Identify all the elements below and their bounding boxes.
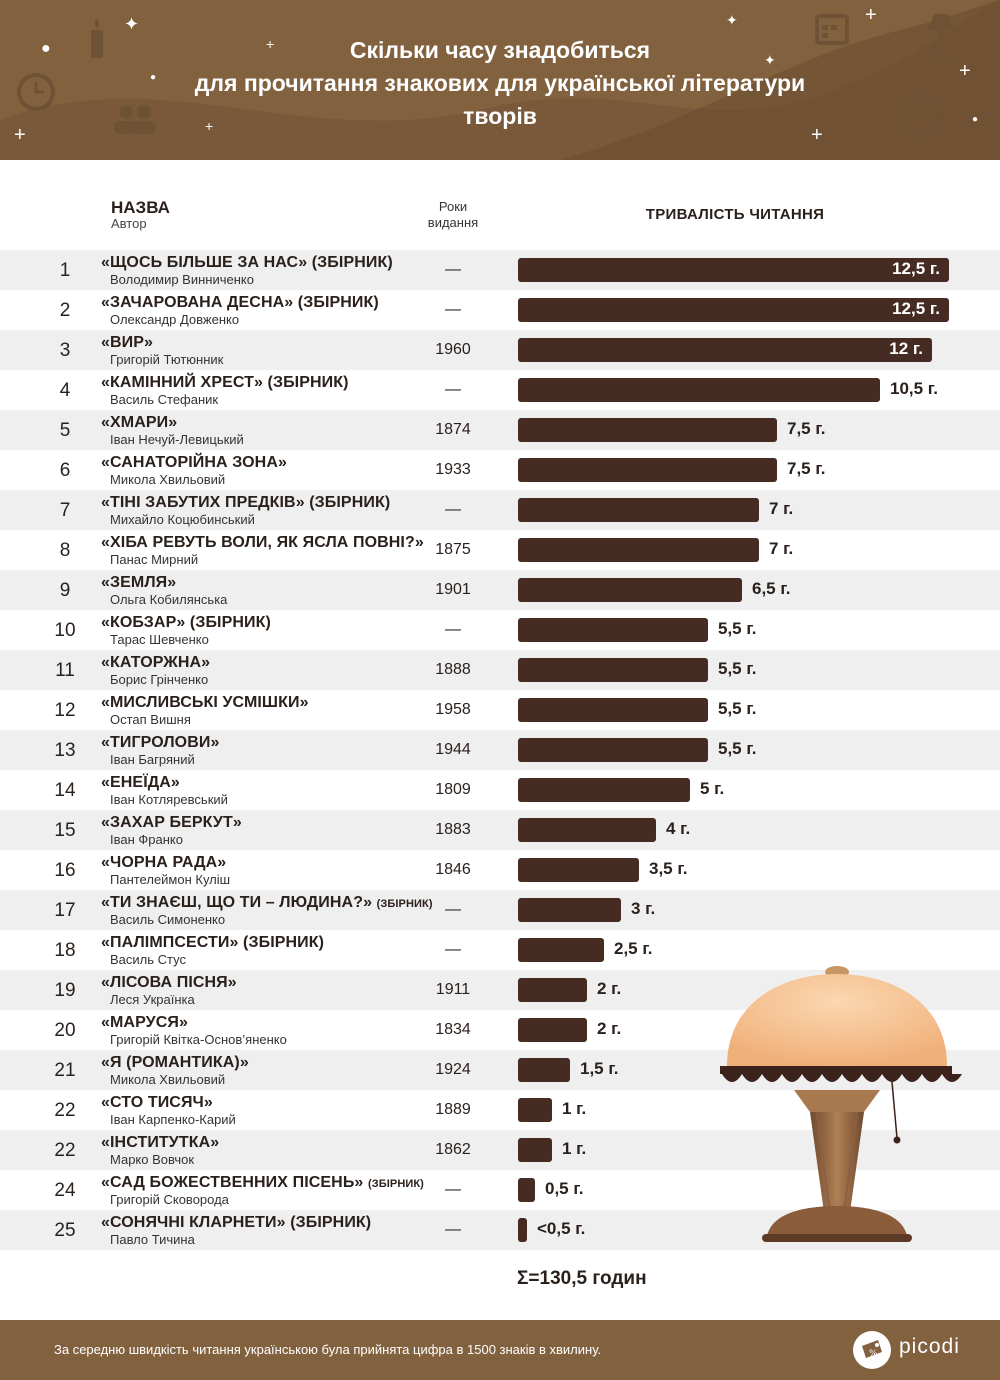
- work-author: Василь Стус: [110, 952, 186, 967]
- publication-year: 1862: [435, 1141, 471, 1158]
- duration-label: 1,5 г.: [580, 1059, 619, 1078]
- table-row: [0, 450, 1000, 490]
- duration-label: 2,5 г.: [614, 939, 653, 958]
- duration-bar: [518, 938, 604, 962]
- table-row: [0, 250, 1000, 290]
- rank-number: 15: [54, 820, 76, 841]
- rank-number: 9: [59, 580, 71, 601]
- duration-label: 1 г.: [562, 1139, 587, 1158]
- work-author: Пантелеймон Куліш: [110, 872, 231, 887]
- rank-number: 22: [54, 1100, 76, 1121]
- work-author: Микола Хвильовий: [110, 472, 226, 487]
- work-title-text: «КАТОРЖНА»: [101, 654, 211, 671]
- work-title-text: «ЧОРНА РАДА»: [101, 854, 227, 871]
- column-header-title: НАЗВА: [111, 198, 170, 217]
- duration-label: <0,5 г.: [537, 1219, 586, 1238]
- rank-number: 25: [54, 1220, 76, 1241]
- duration-bar: [518, 1138, 552, 1162]
- work-title: [101, 334, 153, 352]
- sparkle-icon: ✦: [764, 52, 776, 68]
- rank-number: 16: [54, 860, 76, 881]
- duration-bar: [518, 498, 759, 522]
- work-author: Тарас Шевченко: [110, 632, 209, 647]
- publication-year: —: [445, 621, 461, 638]
- rank-number: 8: [59, 540, 71, 561]
- work-title-text: «ТИ ЗНАЄШ, ЩО ТИ – ЛЮДИНА?»: [101, 894, 377, 911]
- publication-year: —: [445, 901, 461, 918]
- table-row: [0, 370, 1000, 410]
- duration-label: 5,5 г.: [718, 699, 757, 718]
- duration-label: 1 г.: [562, 1099, 587, 1118]
- column-header-duration: ТРИВАЛІСТЬ ЧИТАННЯ: [645, 206, 825, 223]
- work-author: Михайло Коцюбинський: [110, 512, 255, 527]
- work-author: Василь Стефаник: [110, 392, 219, 407]
- table-row: [0, 410, 1000, 450]
- table-row: [0, 650, 1000, 690]
- dot-icon: ●: [41, 40, 51, 57]
- table-row: [0, 490, 1000, 530]
- work-author: Леся Українка: [110, 992, 195, 1007]
- duration-bar: [518, 458, 777, 482]
- rank-number: 17: [54, 900, 76, 921]
- publication-year: 1875: [435, 541, 471, 558]
- work-author: Іван Котляревський: [110, 792, 228, 807]
- rank-number: 19: [54, 980, 76, 1001]
- work-title-text: «ІНСТИТУТКА»: [101, 1134, 220, 1151]
- work-title: [101, 1174, 424, 1192]
- work-title-text: «ЛІСОВА ПІСНЯ»: [101, 974, 237, 991]
- work-title-text: «САД БОЖЕСТВЕННИХ ПІСЕНЬ»: [101, 1174, 368, 1191]
- work-title: [101, 574, 176, 592]
- work-title-text: «МИСЛИВСЬКІ УСМІШКИ»: [101, 694, 309, 711]
- work-author: Ольга Кобилянська: [110, 592, 228, 607]
- column-header-years: Роки видання: [427, 199, 479, 230]
- work-author: Панас Мирний: [110, 552, 199, 567]
- picodi-logo-icon: [850, 1328, 894, 1372]
- work-title-text: «ХМАРИ»: [101, 414, 178, 431]
- work-author: Іван Нечуй-Левицький: [110, 432, 244, 447]
- work-title-text: «Я (РОМАНТИКА)»: [101, 1054, 249, 1071]
- duration-bar: [518, 978, 587, 1002]
- work-title-text: «КОБЗАР» (ЗБІРНИК): [101, 614, 271, 631]
- work-title: [101, 1134, 219, 1152]
- duration-bar: [518, 898, 621, 922]
- work-title: [101, 854, 226, 872]
- table-row: [0, 570, 1000, 610]
- duration-label: 5,5 г.: [718, 739, 757, 758]
- duration-bar: [518, 418, 777, 442]
- work-author: Олександр Довженко: [110, 312, 240, 327]
- work-title: [101, 494, 390, 512]
- sparkle-icon: ✦: [726, 12, 738, 28]
- publication-year: 1888: [435, 661, 471, 678]
- duration-bar: [518, 618, 708, 642]
- duration-label: 3,5 г.: [649, 859, 688, 878]
- table-row: [0, 530, 1000, 570]
- work-title: [101, 534, 424, 552]
- work-title: [101, 694, 309, 712]
- publication-year: 1846: [435, 861, 471, 878]
- work-title: [101, 774, 180, 792]
- work-title: [101, 374, 349, 392]
- rank-number: 22: [54, 1140, 76, 1161]
- work-author: Володимир Винниченко: [110, 272, 254, 287]
- publication-year: 1889: [435, 1101, 471, 1118]
- publication-year: —: [445, 501, 461, 518]
- work-title-text: «ЩОСЬ БІЛЬШЕ ЗА НАС» (ЗБІРНИК): [101, 254, 393, 271]
- rank-number: 14: [54, 780, 76, 801]
- duration-label: 0,5 г.: [545, 1179, 584, 1198]
- publication-year: 1874: [435, 421, 471, 438]
- rank-number: 18: [54, 940, 76, 961]
- work-title-text: «МАРУСЯ»: [101, 1014, 188, 1031]
- publication-year: —: [445, 1181, 461, 1198]
- footnote: За середню швидкість читання українською була прийнята цифра в 1500 знаків в хвилину.: [54, 1342, 602, 1357]
- work-title-text: «ТИГРОЛОВИ»: [101, 734, 220, 751]
- sparkle-icon: +: [865, 4, 877, 26]
- work-title: [101, 294, 379, 312]
- duration-bar: [518, 698, 708, 722]
- sparkle-icon: +: [266, 36, 275, 52]
- duration-bar: [518, 1098, 552, 1122]
- work-title: [101, 934, 324, 952]
- rank-number: 12: [54, 700, 76, 721]
- page-title: Скільки часу знадобиться для прочитання знакових для української літератури творів: [194, 37, 806, 129]
- sparkle-icon: ✦: [124, 14, 140, 34]
- rank-number: 20: [54, 1020, 76, 1041]
- work-author: Марко Вовчок: [110, 1152, 195, 1167]
- rank-number: 5: [59, 420, 71, 441]
- duration-label: 7 г.: [769, 539, 794, 558]
- work-author: Іван Багряний: [110, 752, 195, 767]
- work-title-text: «СОНЯЧНІ КЛАРНЕТИ» (ЗБІРНИК): [101, 1214, 372, 1231]
- work-title-text: «ЕНЕЇДА»: [101, 774, 180, 791]
- duration-bar: [518, 578, 742, 602]
- work-author: Остап Вишня: [110, 712, 191, 727]
- duration-bar: [518, 338, 932, 362]
- lamp-illustration: [712, 962, 962, 1252]
- publication-year: —: [445, 261, 461, 278]
- rank-number: 10: [54, 620, 76, 641]
- duration-label: 7 г.: [769, 499, 794, 518]
- work-title-text: «СТО ТИСЯЧ»: [101, 1094, 213, 1111]
- publication-year: —: [445, 301, 461, 318]
- duration-bar: [518, 1058, 570, 1082]
- work-title-text: «ЗЕМЛЯ»: [101, 574, 177, 591]
- sparkle-icon: +: [959, 60, 971, 82]
- work-title: [101, 974, 237, 992]
- dot-icon: ●: [972, 114, 979, 125]
- duration-bar: [518, 1218, 527, 1242]
- work-title: [101, 1214, 371, 1232]
- sparkle-icon: +: [205, 118, 214, 134]
- work-title: [101, 1014, 188, 1032]
- publication-year: 1883: [435, 821, 471, 838]
- duration-label: 4 г.: [666, 819, 691, 838]
- duration-bar: [518, 538, 759, 562]
- publication-year: 1944: [435, 741, 471, 758]
- rank-number: 24: [54, 1180, 76, 1201]
- work-title: [101, 454, 287, 472]
- work-title-text: «ВИР»: [101, 334, 154, 351]
- publication-year: 1933: [435, 461, 471, 478]
- work-title: [101, 614, 271, 632]
- work-title-text: «ТІНІ ЗАБУТИХ ПРЕДКІВ» (ЗБІРНИК): [101, 494, 391, 511]
- publication-year: 1958: [435, 701, 471, 718]
- duration-bar: [518, 1178, 535, 1202]
- duration-label: 7,5 г.: [787, 459, 826, 478]
- svg-text:%: %: [869, 1349, 878, 1359]
- work-author: Павло Тичина: [110, 1232, 195, 1247]
- duration-bar: [518, 658, 708, 682]
- duration-label: 12,5 г.: [892, 259, 940, 278]
- duration-label: 7,5 г.: [787, 419, 826, 438]
- work-author: Іван Карпенко-Карий: [110, 1112, 236, 1127]
- duration-bar: [518, 778, 690, 802]
- rank-number: 3: [59, 340, 71, 361]
- work-title-text: «ЗАЧАРОВАНА ДЕСНА» (ЗБІРНИК): [101, 294, 379, 311]
- work-title-text: «ХІБА РЕВУТЬ ВОЛИ, ЯК ЯСЛА ПОВНІ?»: [101, 534, 424, 551]
- work-title: [101, 894, 433, 912]
- brand-name: picodi: [899, 1335, 960, 1358]
- duration-label: 5,5 г.: [718, 619, 757, 638]
- sparkle-icon: +: [811, 124, 823, 146]
- duration-bar: [518, 258, 949, 282]
- table-row: [0, 610, 1000, 650]
- publication-year: 1960: [435, 341, 471, 358]
- work-collection-tag: (ЗБІРНИК): [376, 898, 433, 910]
- duration-label: 10,5 г.: [890, 379, 938, 398]
- publication-year: 1901: [435, 581, 471, 598]
- duration-label: 5 г.: [700, 779, 725, 798]
- table-row: [0, 810, 1000, 850]
- rank-number: 6: [59, 460, 71, 481]
- work-author: Василь Симоненко: [110, 912, 226, 927]
- table-row: [0, 850, 1000, 890]
- work-title-text: «САНАТОРІЙНА ЗОНА»: [101, 454, 287, 471]
- work-author: Борис Грінченко: [110, 672, 209, 687]
- publication-year: 1924: [435, 1061, 471, 1078]
- rank-number: 7: [59, 500, 71, 521]
- table-row: [0, 770, 1000, 810]
- rank-number: 13: [54, 740, 76, 761]
- publication-year: —: [445, 381, 461, 398]
- duration-bar: [518, 298, 949, 322]
- work-author: Іван Франко: [110, 832, 183, 847]
- duration-bar: [518, 818, 656, 842]
- table-row: [0, 690, 1000, 730]
- publication-year: —: [445, 941, 461, 958]
- work-title: [101, 414, 177, 432]
- table-row: [0, 890, 1000, 930]
- footer-banner: [0, 1320, 1000, 1380]
- column-header-author: Автор: [111, 216, 147, 231]
- work-author: Микола Хвильовий: [110, 1072, 226, 1087]
- table-row: [0, 290, 1000, 330]
- work-title: [101, 734, 219, 752]
- duration-bar: [518, 738, 708, 762]
- work-author: Григорій Тютюнник: [110, 352, 224, 367]
- work-author: Григорій Квітка-Основ’яненко: [110, 1032, 287, 1047]
- publication-year: 1809: [435, 781, 471, 798]
- rank-number: 1: [59, 260, 71, 281]
- duration-label: 12,5 г.: [892, 299, 940, 318]
- duration-label: 6,5 г.: [752, 579, 791, 598]
- duration-label: 3 г.: [631, 899, 656, 918]
- work-title: [101, 814, 242, 832]
- work-author: Григорій Сковорода: [110, 1192, 229, 1207]
- duration-bar: [518, 1018, 587, 1042]
- rank-number: 2: [59, 300, 71, 321]
- rank-number: 4: [59, 380, 71, 401]
- work-title-text: «КАМІННИЙ ХРЕСТ» (ЗБІРНИК): [101, 374, 349, 391]
- duration-label: 12 г.: [889, 339, 923, 358]
- table-row: [0, 730, 1000, 770]
- dot-icon: ●: [150, 72, 157, 83]
- duration-label: 5,5 г.: [718, 659, 757, 678]
- table-row: [0, 330, 1000, 370]
- publication-year: 1834: [435, 1021, 471, 1038]
- duration-bar: [518, 378, 880, 402]
- publication-year: —: [445, 1221, 461, 1238]
- duration-label: 2 г.: [597, 979, 622, 998]
- publication-year: 1911: [435, 981, 471, 998]
- work-title: [101, 1054, 249, 1072]
- rank-number: 11: [55, 660, 75, 681]
- sparkle-icon: +: [14, 124, 26, 146]
- work-collection-tag: (ЗБІРНИК): [367, 1178, 424, 1190]
- work-title: [101, 1094, 213, 1112]
- work-title-text: «ПАЛІМПСЕСТИ» (ЗБІРНИК): [101, 934, 325, 951]
- total-sum: Σ=130,5 годин: [517, 1268, 647, 1289]
- header-banner: [0, 0, 1000, 160]
- work-title: [101, 254, 393, 272]
- work-title-text: «ЗАХАР БЕРКУТ»: [101, 814, 242, 831]
- work-title: [101, 654, 210, 672]
- rank-number: 21: [54, 1060, 76, 1081]
- duration-bar: [518, 858, 639, 882]
- duration-label: 2 г.: [597, 1019, 622, 1038]
